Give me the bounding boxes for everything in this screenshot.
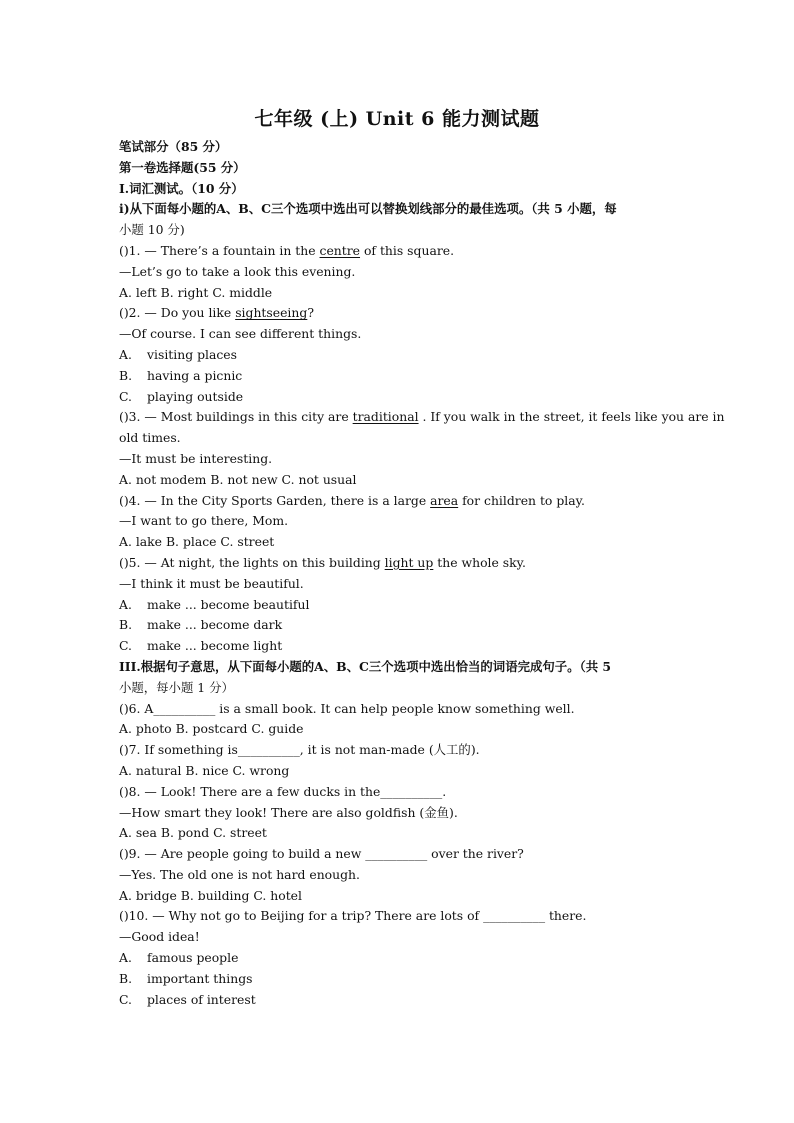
question-1-options: A. left B. right C. middle	[119, 284, 273, 300]
question-9-options: A. bridge B. building C. hotel	[119, 887, 302, 903]
section-part1: 第一卷选择题(55 分）	[119, 159, 246, 175]
option-text: make ... become dark	[147, 617, 283, 633]
option-text: having a picnic	[147, 367, 243, 383]
question-10-option-a	[119, 948, 675, 969]
instruction-iii: III.根据句子意思，从下面每小题的A、B、C三个选项中选出恰当的词语完成句子。（共 5	[119, 658, 612, 674]
question-3-pre: ()3. — Most buildings in this city are	[119, 409, 353, 425]
option-letter: B.	[119, 367, 133, 383]
option-text: visiting places	[147, 346, 237, 362]
question-5-post: the whole sky.	[433, 554, 526, 570]
question-2-option-c	[119, 387, 675, 408]
question-1-underlined: centre	[319, 242, 361, 258]
option-letter: C.	[119, 638, 132, 654]
question-3-reply: —It must be interesting.	[119, 450, 273, 466]
question-10: ()10. — Why not go to Beijing for a trip? There are lots of __________ there.	[119, 908, 587, 924]
question-8-reply: —How smart they look! There are also goldfish (金鱼).	[119, 804, 458, 820]
question-5-underlined: light up	[384, 554, 434, 570]
question-3-underlined: traditional	[352, 409, 419, 425]
question-4-reply: —I want to go there, Mom.	[119, 513, 289, 529]
question-9: ()9. — Are people going to build a new __________ over the river?	[119, 846, 524, 862]
option-letter: A.	[119, 596, 132, 612]
question-5-reply: —I think it must be beautiful.	[119, 575, 304, 591]
question-2	[119, 303, 675, 324]
option-letter: C.	[119, 991, 132, 1007]
option-text: make ... become beautiful	[147, 596, 310, 612]
question-5-option-b	[119, 615, 675, 636]
question-4	[119, 491, 675, 512]
question-2-pre: ()2. — Do you like	[119, 305, 236, 321]
question-4-underlined: area	[430, 492, 459, 508]
question-5-option-a	[119, 595, 675, 616]
question-3-cont: old times.	[119, 430, 181, 446]
instruction-i-cont: 小题 10 分)	[119, 222, 185, 238]
question-6-options: A. photo B. postcard C. guide	[119, 721, 304, 737]
question-4-pre: ()4. — In the City Sports Garden, there is a large	[119, 492, 431, 508]
question-8-options: A. sea B. pond C. street	[119, 825, 267, 841]
question-5	[119, 553, 675, 574]
section-written: 笔试部分（85 分）	[119, 139, 228, 154]
question-10-option-c	[119, 990, 675, 1011]
question-4-options: A. lake B. place C. street	[119, 534, 275, 550]
question-2-post: ?	[307, 305, 314, 321]
question-3-post: . If you walk in the street, it feels like you are in	[418, 409, 725, 425]
question-3	[119, 407, 725, 428]
question-2-option-a	[119, 345, 675, 366]
question-7: ()7. If something is__________, it is not man-made (人工的).	[119, 742, 480, 758]
option-text: make ... become light	[147, 638, 283, 654]
question-4-post: for children to play.	[458, 492, 585, 508]
question-8: ()8. — Look! There are a few ducks in the__________.	[119, 783, 447, 799]
question-10-option-b	[119, 969, 675, 990]
question-3-options: A. not modem B. not new C. not usual	[119, 471, 357, 487]
question-10-reply: —Good idea!	[119, 929, 200, 945]
question-1	[119, 241, 675, 262]
option-text: places of interest	[147, 991, 256, 1007]
option-text: important things	[147, 970, 253, 986]
question-2-underlined: sightseeing	[235, 305, 308, 321]
question-5-option-c	[119, 636, 675, 657]
option-letter: B.	[119, 970, 133, 986]
option-letter: B.	[119, 617, 133, 633]
question-9-reply: —Yes. The old one is not hard enough.	[119, 866, 360, 882]
instruction-iii-cont: 小题，每小题 1 分）	[119, 679, 234, 695]
question-2-option-b	[119, 366, 675, 387]
page-title: 七年级 (上) Unit 6 能力测试题	[254, 108, 540, 130]
question-7-options: A. natural B. nice C. wrong	[119, 762, 290, 778]
option-text: playing outside	[147, 388, 244, 404]
question-1-post: of this square.	[360, 242, 455, 258]
section-vocab: I.词汇测试。（10 分）	[119, 180, 244, 196]
option-letter: A.	[119, 346, 132, 362]
document-body	[119, 137, 725, 1010]
question-6: ()6. A__________ is a small book. It can help people know something well.	[119, 700, 575, 716]
option-letter: C.	[119, 388, 132, 404]
question-1-reply: —Let’s go to take a look this evening.	[119, 263, 356, 279]
option-letter: A.	[119, 950, 132, 966]
instruction-i: i)从下面每小题的A、B、C三个选项中选出可以替换划线部分的最佳选项。（共 5 小题，每	[119, 201, 617, 217]
question-5-pre: ()5. — At night, the lights on this building	[119, 554, 385, 570]
question-2-reply: —Of course. I can see different things.	[119, 326, 362, 342]
option-text: famous people	[147, 950, 239, 966]
question-1-pre: ()1. — There’s a fountain in the	[119, 242, 320, 258]
